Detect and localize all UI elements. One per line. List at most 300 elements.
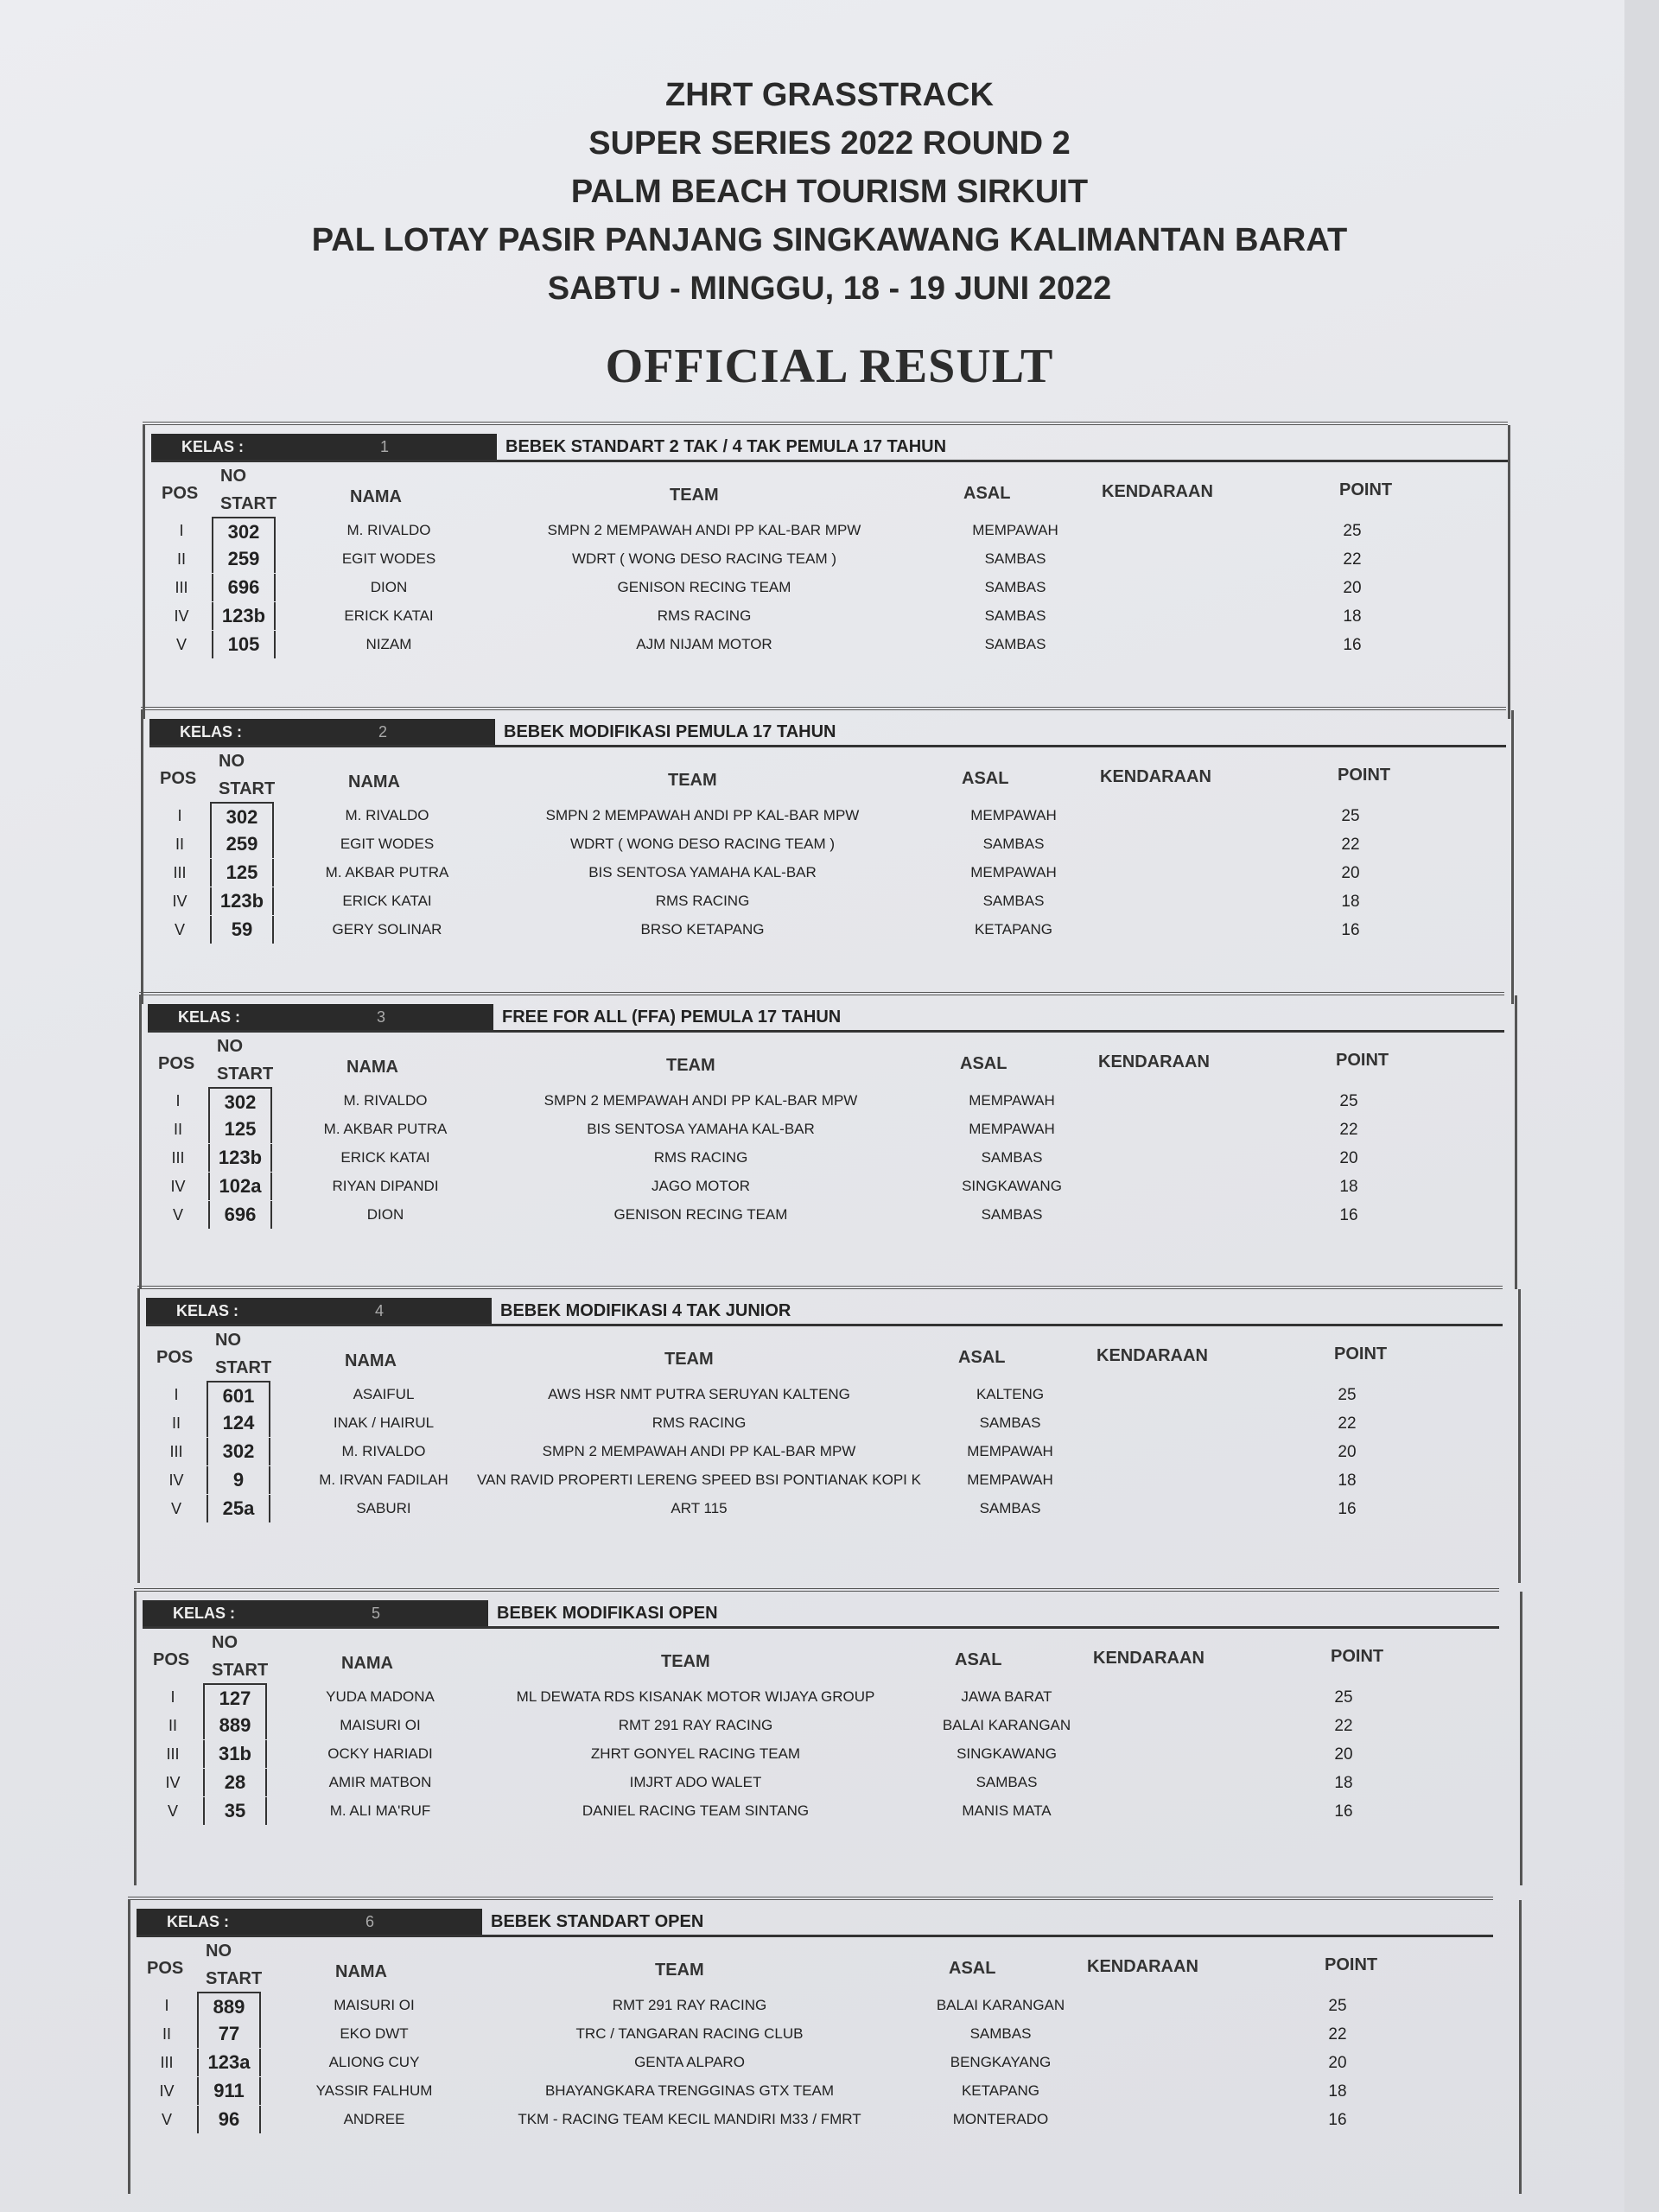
team-cell: RMS RACING — [655, 893, 750, 909]
start-number-cell: 889 — [203, 1712, 267, 1739]
class-section — [143, 422, 1508, 719]
col-header-nama: NAMA — [350, 487, 402, 506]
class-section — [128, 1897, 1493, 2194]
start-number-cell: 911 — [197, 2077, 261, 2105]
pos-cell: III — [175, 579, 188, 596]
result-row — [128, 2077, 1493, 2105]
right-border — [1518, 1289, 1521, 1583]
origin-cell: SAMBAS — [969, 2025, 1032, 2042]
point-cell: 20 — [1334, 1745, 1353, 1764]
rider-name-cell: MAISURI OI — [334, 1997, 415, 2013]
result-row — [128, 2020, 1493, 2048]
col-header-kendaraan: KENDARAAN — [1093, 1649, 1205, 1668]
result-row — [143, 517, 1508, 544]
point-cell: 18 — [1341, 893, 1360, 911]
pos-cell: V — [161, 2111, 172, 2128]
col-header-point: POINT — [1338, 766, 1391, 785]
kelas-label: KELAS : — [176, 1302, 238, 1319]
pos-cell: III — [166, 1745, 180, 1763]
class-header-bar — [143, 1600, 1499, 1629]
origin-cell: MEMPAWAH — [970, 864, 1057, 880]
start-number-cell: 125 — [210, 859, 274, 887]
origin-cell: BENGKAYANG — [950, 2054, 1052, 2070]
origin-cell: SAMBAS — [984, 550, 1046, 567]
point-cell: 16 — [1339, 1206, 1358, 1224]
kelas-box — [146, 1298, 492, 1324]
origin-cell: MEMPAWAH — [970, 807, 1057, 823]
result-row — [137, 1438, 1503, 1465]
rider-name-cell: EKO DWT — [340, 2025, 409, 2042]
class-section — [141, 707, 1506, 1004]
team-cell: WDRT ( WONG DESO RACING TEAM ) — [571, 550, 836, 567]
col-header-asal: ASAL — [958, 1348, 1006, 1367]
point-cell: 22 — [1334, 1717, 1353, 1735]
class-section — [139, 992, 1504, 1289]
rider-name-cell: MAISURI OI — [340, 1717, 421, 1733]
kelas-label: KELAS : — [173, 1605, 235, 1622]
col-header-nama: NAMA — [346, 1058, 398, 1077]
point-cell: 20 — [1339, 1149, 1358, 1167]
right-border — [1515, 995, 1517, 1289]
team-cell: TRC / TANGARAN RACING CLUB — [575, 2025, 804, 2042]
pos-cell: IV — [165, 1774, 181, 1791]
col-header-pos: POS — [156, 1348, 194, 1367]
point-cell: 25 — [1334, 1688, 1353, 1707]
col-header-team: TEAM — [668, 771, 717, 790]
start-number-cell: 35 — [203, 1797, 267, 1825]
origin-cell: SAMBAS — [984, 607, 1046, 624]
col-header-no: NO — [219, 752, 245, 771]
origin-cell: SAMBAS — [979, 1500, 1041, 1516]
start-number-cell: 31b — [203, 1740, 267, 1768]
team-cell: RMT 291 RAY RACING — [618, 1717, 773, 1733]
start-number-cell: 125 — [208, 1116, 272, 1143]
point-cell: 18 — [1339, 1178, 1358, 1196]
class-section — [134, 1588, 1499, 1885]
col-header-kendaraan: KENDARAAN — [1102, 482, 1213, 501]
origin-cell: MEMPAWAH — [972, 522, 1058, 538]
col-header-no: NO — [212, 1633, 238, 1652]
kelas-number: 3 — [377, 1008, 386, 1026]
origin-cell: MANIS MATA — [962, 1802, 1052, 1819]
origin-cell: BALAI KARANGAN — [936, 1997, 1065, 2013]
team-cell: RMT 291 RAY RACING — [612, 1997, 767, 2013]
result-row — [141, 916, 1506, 944]
right-border — [1520, 1592, 1522, 1885]
pos-cell: V — [174, 921, 185, 938]
col-header-start: START — [206, 1969, 263, 1988]
official-result-title: OFFICIAL RESULT — [605, 340, 1054, 393]
team-cell: ML DEWATA RDS KISANAK MOTOR WIJAYA GROUP — [516, 1688, 875, 1705]
right-border — [1519, 1900, 1522, 2194]
rider-name-cell: ERICK KATAI — [344, 607, 434, 624]
col-header-point: POINT — [1339, 480, 1393, 499]
team-cell: SMPN 2 MEMPAWAH ANDI PP KAL-BAR MPW — [547, 522, 861, 538]
origin-cell: SAMBAS — [979, 1414, 1041, 1431]
origin-cell: KETAPANG — [974, 921, 1053, 938]
point-cell: 18 — [1343, 607, 1362, 626]
team-cell: WDRT ( WONG DESO RACING TEAM ) — [569, 836, 835, 852]
col-header-nama: NAMA — [348, 772, 400, 791]
point-cell: 25 — [1339, 1092, 1358, 1110]
point-cell: 22 — [1339, 1121, 1358, 1139]
kelas-label: KELAS : — [178, 1008, 240, 1026]
kelas-label: KELAS : — [167, 1913, 229, 1930]
col-header-asal: ASAL — [949, 1959, 996, 1978]
pos-cell: V — [167, 1802, 178, 1820]
origin-cell: BALAI KARANGAN — [942, 1717, 1071, 1733]
col-header-start: START — [215, 1358, 272, 1377]
col-header-asal: ASAL — [963, 484, 1011, 503]
point-cell: 20 — [1328, 2054, 1347, 2072]
pos-cell: I — [177, 807, 182, 824]
team-cell: SMPN 2 MEMPAWAH ANDI PP KAL-BAR MPW — [542, 1443, 856, 1459]
origin-cell: SAMBAS — [982, 836, 1045, 852]
pos-cell: V — [170, 1500, 181, 1517]
document-header — [0, 71, 1659, 313]
origin-cell: SINGKAWANG — [962, 1178, 1062, 1194]
start-number-cell: 302 — [210, 802, 274, 831]
rider-name-cell: DION — [366, 1206, 404, 1223]
kelas-label: KELAS : — [181, 438, 244, 455]
start-number-cell: 9 — [207, 1466, 270, 1494]
result-row — [134, 1769, 1499, 1796]
team-cell: RMS RACING — [657, 607, 752, 624]
team-cell: SMPN 2 MEMPAWAH ANDI PP KAL-BAR MPW — [543, 1092, 858, 1109]
result-row — [128, 2106, 1493, 2133]
point-cell: 16 — [1334, 1802, 1353, 1821]
rider-name-cell: M. RIVALDO — [345, 807, 429, 823]
origin-cell: JAWA BARAT — [961, 1688, 1052, 1705]
rider-name-cell: M. ALI MA'RUF — [329, 1802, 431, 1819]
result-row — [137, 1381, 1503, 1408]
col-header-pos: POS — [153, 1650, 190, 1669]
right-border — [1511, 710, 1514, 1004]
team-cell: BRSO KETAPANG — [640, 921, 765, 938]
result-row — [141, 830, 1506, 858]
pos-cell: II — [168, 1717, 177, 1734]
kelas-number: 6 — [365, 1913, 375, 1930]
start-number-cell: 59 — [210, 916, 274, 944]
rider-name-cell: INAK / HAIRUL — [333, 1414, 435, 1431]
pos-cell: II — [176, 550, 186, 568]
col-header-team: TEAM — [655, 1961, 704, 1980]
rider-name-cell: M. AKBAR PUTRA — [323, 1121, 448, 1137]
class-section — [137, 1286, 1503, 1583]
col-header-team: TEAM — [666, 1056, 715, 1075]
start-number-cell: 123a — [197, 2049, 261, 2076]
col-header-pos: POS — [147, 1959, 184, 1978]
col-header-pos: POS — [162, 484, 199, 503]
point-cell: 22 — [1341, 836, 1360, 854]
class-header-bar — [146, 1298, 1503, 1326]
col-header-no: NO — [217, 1037, 243, 1056]
rider-name-cell: ALIONG CUY — [328, 2054, 420, 2070]
kelas-label: KELAS : — [180, 723, 242, 741]
team-cell: ZHRT GONYEL RACING TEAM — [590, 1745, 801, 1762]
team-cell: GENISON RECING TEAM — [617, 579, 791, 595]
pos-cell: II — [162, 2025, 171, 2043]
rider-name-cell: YUDA MADONA — [326, 1688, 435, 1705]
kelas-box — [143, 1600, 488, 1626]
col-header-nama: NAMA — [335, 1962, 387, 1981]
origin-cell: SAMBAS — [984, 636, 1046, 652]
col-header-start: START — [219, 779, 276, 798]
col-header-asal: ASAL — [960, 1054, 1007, 1073]
pos-cell: II — [175, 836, 184, 853]
rider-name-cell: M. RIVALDO — [346, 522, 431, 538]
rider-name-cell: ANDREE — [343, 2111, 405, 2127]
team-cell: RMS RACING — [653, 1149, 748, 1166]
col-header-team: TEAM — [661, 1652, 710, 1671]
start-number-cell: 127 — [203, 1683, 267, 1713]
pos-cell: V — [175, 636, 187, 653]
pos-cell: I — [164, 1997, 169, 2014]
right-border — [1508, 425, 1510, 719]
start-number-cell: 77 — [197, 2020, 261, 2048]
point-cell: 20 — [1341, 864, 1360, 882]
result-row — [137, 1495, 1503, 1522]
rider-name-cell: DION — [370, 579, 408, 595]
start-number-cell: 123b — [212, 602, 276, 630]
start-number-cell: 124 — [207, 1409, 270, 1437]
rider-name-cell: EGIT WODES — [341, 550, 436, 567]
col-header-kendaraan: KENDARAAN — [1100, 767, 1211, 786]
class-title: BEBEK STANDART OPEN — [491, 1912, 704, 1931]
result-row — [137, 1466, 1503, 1494]
point-cell: 16 — [1341, 921, 1360, 939]
kelas-number: 1 — [380, 438, 390, 455]
result-row — [143, 631, 1508, 658]
event-circuit: PALM BEACH TOURISM SIRKUIT — [570, 174, 1089, 210]
event-location: PAL LOTAY PASIR PANJANG SINGKAWANG KALIMANTAN BARAT — [311, 222, 1348, 258]
rider-name-cell: RIYAN DIPANDI — [332, 1178, 439, 1194]
pos-cell: II — [173, 1121, 182, 1138]
point-cell: 18 — [1338, 1471, 1357, 1490]
col-header-asal: ASAL — [955, 1650, 1002, 1669]
col-header-start: START — [212, 1661, 269, 1680]
kelas-number: 4 — [375, 1302, 385, 1319]
class-title: BEBEK MODIFIKASI OPEN — [497, 1604, 718, 1623]
team-cell: BIS SENTOSA YAMAHA KAL-BAR — [588, 864, 817, 880]
col-header-point: POINT — [1336, 1051, 1389, 1070]
origin-cell: SINGKAWANG — [957, 1745, 1057, 1762]
point-cell: 18 — [1334, 1774, 1353, 1792]
class-title: BEBEK STANDART 2 TAK / 4 TAK PEMULA 17 TAHUN — [505, 437, 947, 456]
start-number-cell: 696 — [212, 574, 276, 601]
origin-cell: MEMPAWAH — [967, 1443, 1053, 1459]
col-header-point: POINT — [1325, 1955, 1378, 1974]
pos-cell: III — [173, 864, 187, 881]
col-header-team: TEAM — [670, 486, 719, 505]
team-cell: GENTA ALPARO — [634, 2054, 745, 2070]
origin-cell: KETAPANG — [961, 2082, 1040, 2099]
rider-name-cell: GERY SOLINAR — [332, 921, 442, 938]
result-row — [134, 1740, 1499, 1768]
col-header-point: POINT — [1334, 1344, 1388, 1363]
team-cell: VAN RAVID PROPERTI LERENG SPEED BSI PONTIANAK KOPI K — [477, 1471, 921, 1488]
team-cell: BIS SENTOSA YAMAHA KAL-BAR — [587, 1121, 815, 1137]
point-cell: 25 — [1338, 1386, 1357, 1404]
result-row — [143, 574, 1508, 601]
class-header-bar — [151, 434, 1508, 462]
pos-cell: III — [171, 1149, 185, 1166]
result-row — [141, 802, 1506, 830]
pos-cell: I — [179, 522, 184, 539]
col-header-no: NO — [215, 1331, 241, 1350]
kelas-box — [148, 1004, 493, 1030]
class-title: FREE FOR ALL (FFA) PEMULA 17 TAHUN — [502, 1007, 842, 1027]
pos-cell: I — [175, 1092, 181, 1109]
pos-cell: IV — [174, 607, 189, 625]
start-number-cell: 102a — [208, 1173, 272, 1200]
result-row — [128, 1992, 1493, 2019]
point-cell: 25 — [1343, 522, 1362, 540]
result-row — [143, 602, 1508, 630]
start-number-cell: 259 — [210, 830, 274, 858]
origin-cell: SAMBAS — [982, 893, 1045, 909]
kelas-box — [137, 1909, 482, 1935]
pos-cell: IV — [172, 893, 188, 910]
origin-cell: KALTENG — [976, 1386, 1045, 1402]
team-cell: IMJRT ADO WALET — [629, 1774, 762, 1790]
rider-name-cell: ASAIFUL — [353, 1386, 415, 1402]
pos-cell: IV — [168, 1471, 184, 1489]
start-number-cell: 696 — [208, 1201, 272, 1229]
pos-cell: I — [170, 1688, 175, 1706]
kelas-box — [151, 434, 497, 460]
start-number-cell: 302 — [212, 517, 276, 546]
result-row — [134, 1797, 1499, 1825]
kelas-box — [149, 719, 495, 745]
start-number-cell: 601 — [207, 1381, 270, 1410]
team-cell: SMPN 2 MEMPAWAH ANDI PP KAL-BAR MPW — [545, 807, 860, 823]
point-cell: 16 — [1328, 2111, 1347, 2129]
team-cell: DANIEL RACING TEAM SINTANG — [582, 1802, 810, 1819]
point-cell: 20 — [1343, 579, 1362, 597]
event-series: SUPER SERIES 2022 ROUND 2 — [588, 125, 1071, 162]
col-header-no: NO — [206, 1942, 232, 1961]
start-number-cell: 105 — [212, 631, 276, 658]
result-row — [143, 545, 1508, 573]
col-header-asal: ASAL — [962, 769, 1009, 788]
start-number-cell: 123b — [208, 1144, 272, 1172]
start-number-cell: 96 — [197, 2106, 261, 2133]
pos-cell: II — [171, 1414, 181, 1432]
origin-cell: SAMBAS — [981, 1149, 1043, 1166]
team-cell: TKM - RACING TEAM KECIL MANDIRI M33 / FMRT — [518, 2111, 861, 2127]
point-cell: 18 — [1328, 2082, 1347, 2101]
pos-cell: III — [160, 2054, 174, 2071]
col-header-nama: NAMA — [345, 1351, 397, 1370]
origin-cell: MEMPAWAH — [969, 1092, 1055, 1109]
col-header-no: NO — [220, 467, 246, 486]
result-row — [128, 2049, 1493, 2076]
origin-cell: MEMPAWAH — [967, 1471, 1053, 1488]
result-row — [137, 1409, 1503, 1437]
rider-name-cell: YASSIR FALHUM — [315, 2082, 433, 2099]
team-cell: RMS RACING — [652, 1414, 747, 1431]
start-number-cell: 25a — [207, 1495, 270, 1522]
col-header-kendaraan: KENDARAAN — [1098, 1052, 1210, 1071]
result-row — [139, 1116, 1504, 1143]
result-row — [139, 1144, 1504, 1172]
result-row — [139, 1201, 1504, 1229]
point-cell: 16 — [1338, 1500, 1357, 1518]
start-number-cell: 123b — [210, 887, 274, 915]
rider-name-cell: M. IRVAN FADILAH — [319, 1471, 448, 1488]
result-row — [134, 1683, 1499, 1711]
col-header-kendaraan: KENDARAAN — [1087, 1957, 1198, 1976]
result-row — [139, 1087, 1504, 1115]
start-number-cell: 259 — [212, 545, 276, 573]
start-number-cell: 28 — [203, 1769, 267, 1796]
rider-name-cell: AMIR MATBON — [328, 1774, 432, 1790]
team-cell: AJM NIJAM MOTOR — [636, 636, 772, 652]
kelas-number: 5 — [372, 1605, 381, 1622]
team-cell: BHAYANGKARA TRENGGINAS GTX TEAM — [544, 2082, 835, 2099]
rider-name-cell: ERICK KATAI — [340, 1149, 430, 1166]
col-header-start: START — [220, 494, 277, 513]
event-date: SABTU - MINGGU, 18 - 19 JUNI 2022 — [547, 270, 1112, 307]
start-number-cell: 302 — [208, 1087, 272, 1116]
pos-cell: V — [172, 1206, 183, 1224]
pos-cell: III — [169, 1443, 183, 1460]
result-row — [141, 859, 1506, 887]
pos-cell: IV — [170, 1178, 186, 1195]
class-header-bar — [148, 1004, 1504, 1033]
origin-cell: MEMPAWAH — [969, 1121, 1055, 1137]
pos-cell: I — [174, 1386, 179, 1403]
rider-name-cell: M. RIVALDO — [343, 1092, 428, 1109]
point-cell: 22 — [1328, 2025, 1347, 2044]
col-header-kendaraan: KENDARAAN — [1096, 1346, 1208, 1365]
start-number-cell: 889 — [197, 1992, 261, 2021]
rider-name-cell: NIZAM — [365, 636, 412, 652]
origin-cell: MONTERADO — [952, 2111, 1049, 2127]
team-cell: GENISON RECING TEAM — [613, 1206, 788, 1223]
team-cell: JAGO MOTOR — [652, 1178, 750, 1194]
result-row — [139, 1173, 1504, 1200]
point-cell: 20 — [1338, 1443, 1357, 1461]
class-title: BEBEK MODIFIKASI PEMULA 17 TAHUN — [504, 722, 836, 741]
class-title: BEBEK MODIFIKASI 4 TAK JUNIOR — [500, 1301, 791, 1320]
class-header-bar — [137, 1909, 1493, 1937]
result-row — [141, 887, 1506, 915]
col-header-team: TEAM — [664, 1350, 714, 1369]
origin-cell: SAMBAS — [984, 579, 1046, 595]
point-cell: 25 — [1328, 1997, 1347, 2015]
col-header-start: START — [217, 1065, 274, 1084]
rider-name-cell: SABURI — [356, 1500, 411, 1516]
col-header-nama: NAMA — [341, 1654, 393, 1673]
origin-cell: SAMBAS — [976, 1774, 1038, 1790]
pos-cell: IV — [159, 2082, 175, 2100]
rider-name-cell: OCKY HARIADI — [327, 1745, 433, 1762]
kelas-number: 2 — [378, 723, 388, 741]
rider-name-cell: M. AKBAR PUTRA — [325, 864, 449, 880]
point-cell: 22 — [1343, 550, 1362, 569]
col-header-pos: POS — [160, 769, 197, 788]
col-header-point: POINT — [1331, 1647, 1384, 1666]
rider-name-cell: EGIT WODES — [340, 836, 435, 852]
rider-name-cell: ERICK KATAI — [342, 893, 432, 909]
point-cell: 22 — [1338, 1414, 1357, 1433]
rider-name-cell: M. RIVALDO — [341, 1443, 426, 1459]
point-cell: 25 — [1341, 807, 1360, 825]
point-cell: 16 — [1343, 636, 1362, 654]
team-cell: ART 115 — [671, 1500, 728, 1516]
